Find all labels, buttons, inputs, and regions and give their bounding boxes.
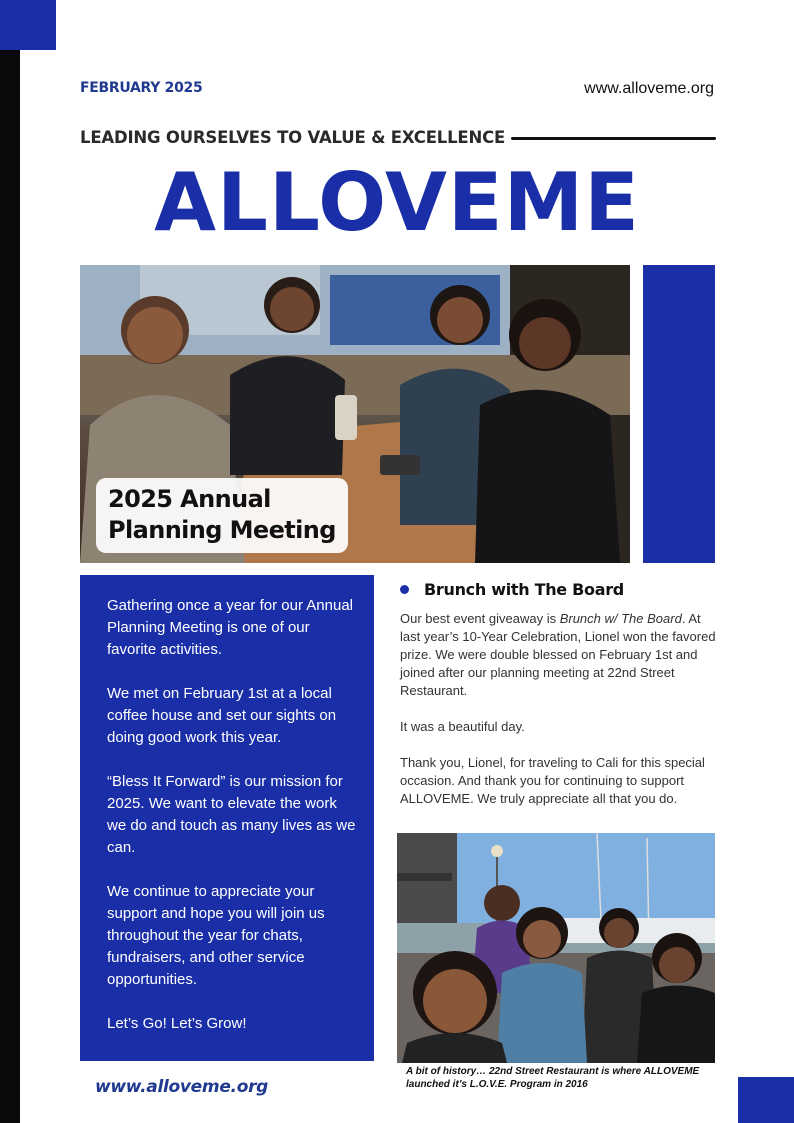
corner-block-bottom-right xyxy=(738,1077,794,1123)
intro-paragraph-4: We continue to appreciate your support and hope you will join us throughout the year for chats, fundraisers, and other service opportunities. xyxy=(107,883,325,988)
intro-panel xyxy=(80,575,374,1061)
bullet-dot-icon xyxy=(400,585,409,594)
issue-date: FEBRUARY 2025 xyxy=(80,80,203,96)
tagline: LEADING OURSELVES TO VALUE & EXCELLENCE xyxy=(80,128,506,147)
planning-meeting-caption xyxy=(96,478,348,553)
brunch-paragraph-1: Our best event giveaway is Brunch w/ The Board. At last year’s 10-Year Celebration, Lionel won the favored prize. We were double blessed on February 1st and joined after our planning meeting at 22nd Street Restaurant. xyxy=(400,611,716,698)
footer-website-link[interactable]: www.alloveme.org xyxy=(95,1077,269,1097)
accent-panel xyxy=(643,265,715,563)
brunch-photo-caption: A bit of history… 22nd Street Restaurant is where ALLOVEME launched it’s L.O.V.E. Program in 2016 xyxy=(406,1066,700,1090)
brunch-photo xyxy=(397,833,715,1063)
caption-line-2: Planning Meeting xyxy=(108,516,336,544)
intro-paragraph-2: We met on February 1st at a local coffee house and set our sights on doing good work this year. xyxy=(107,685,337,746)
header-website-link[interactable]: www.alloveme.org xyxy=(584,80,714,97)
brunch-title: Brunch with The Board xyxy=(424,580,624,599)
intro-paragraph-3: “Bless It Forward” is our mission for 2025. We want to elevate the work we do and touch as many lives as we can. xyxy=(107,773,356,856)
tagline-rule xyxy=(511,137,716,140)
brunch-article xyxy=(400,610,720,826)
brunch-paragraph-3: Thank you, Lionel, for traveling to Cali for this special occasion. And thank you for continuing to support ALLOVEME. We truly appreciate all that you do. xyxy=(400,755,705,806)
brunch-heading xyxy=(400,580,624,599)
corner-block-top-left xyxy=(0,0,56,50)
brunch-event-name: Brunch w/ The Board xyxy=(559,611,682,626)
tagline-row xyxy=(80,128,716,147)
intro-paragraph-5: Let’s Go! Let’s Grow! xyxy=(107,1015,247,1032)
brunch-paragraph-2: It was a beautiful day. xyxy=(400,719,525,734)
intro-paragraph-1: Gathering once a year for our Annual Planning Meeting is one of our favorite activities. xyxy=(107,597,353,658)
masthead-title: ALLOVEME xyxy=(154,156,640,249)
caption-line-1: 2025 Annual xyxy=(108,485,271,513)
